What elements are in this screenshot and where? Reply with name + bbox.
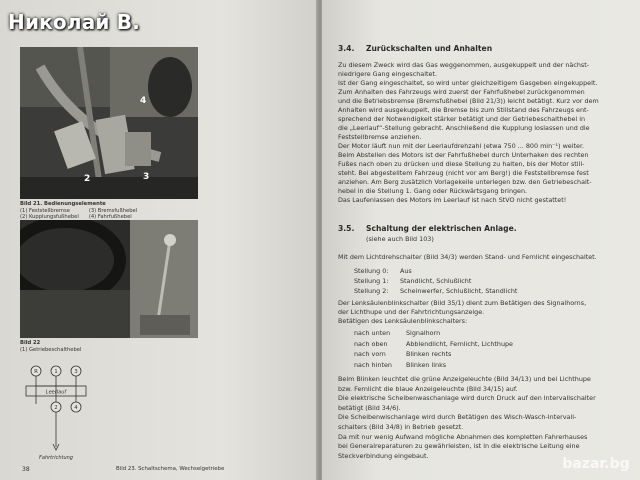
text-line: hebel in die Stellung 1. Gang oder Rückwärtsgang bringen. [338,187,528,195]
gear-4: 4 [74,405,78,411]
section-3-5-intro: Mit dem Lichtdrehschalter (Bild 34/3) werden Stand- und Fernlicht eingeschaltet. [338,253,597,261]
text-line: Der Motor läuft nun mit der Leerlaufdrehzahl (etwa 750 ... 800 min⁻¹) weiter. [338,142,585,150]
text-line: steht. Bei abgestelltem Fahrzeug (nicht vor am Berg!) die Feststellbremse fest [338,169,589,177]
text-line: bei Generalreparaturen zu gewährleisten, ist in die elektrische Leitung eine [338,442,580,451]
text-line: Die Scheibenwischanlage wird durch Betätigen des Wisch-Wasch-Intervall- [338,413,577,422]
switch-position-value: Aus [400,267,412,275]
text-line: Beim Blinken leuchtet die grüne Anzeigeleuchte (Bild 34/13) und bei Lichthupe [338,375,591,383]
gear-2: 2 [54,405,58,411]
blinker-direction-value: Abblendlicht, Fernlicht, Lichthupe [406,339,513,348]
bazar-logo [556,420,636,478]
text-line: anziehen. Am Berg zusätzlich Vorlagekeile unterlegen bzw. den Getriebeschalt- [338,178,592,186]
gear-R: R [34,369,38,375]
text-line: Zu diesem Zweck wird das Gas weggenommen, ausgekuppelt und der nächst- [338,61,590,69]
text-line: Das Laufenlassen des Motors im Leerlauf ist nach StVO nicht gestattet! [338,196,567,204]
blinker-direction-value: Signalhorn [406,329,441,337]
section-3-4-number: 3.4. [338,44,355,53]
text-line: Der Lenksäulenblinkschalter (Bild 35/1) dient zum Betätigen des Signalhorns, [338,299,587,307]
text-line: sprechend der Notwendigkeit stärker betätigt und der Getriebeschalthebel in [338,115,586,123]
text-line: Fußes nach oben zu drücken und diese Stellung zu halten, bis der Motor still- [338,160,585,168]
text-line: Feststellbremse anziehen. [338,133,422,141]
text-line: Da mit nur wenig Aufwand mögliche Abnahmen des kompletten Fahrerhauses [338,432,588,441]
text-line: Betätigen des Lenksäulenblinkschalters: [338,317,468,326]
right-page [322,0,640,480]
callout-2: 2 [84,174,91,184]
blinker-direction-value: Blinken links [406,360,447,369]
switch-position-key: Stellung 1: [354,277,389,285]
direction-label: Fahrtrichtung [39,455,73,461]
callout-3: 4 [140,96,147,106]
switch-position-value: Standlicht, Schlußlicht [400,277,472,285]
switch-position-value: Scheinwerfer, Schlußlicht, Standlicht [400,287,518,295]
text-line: Die elektrische Scheibenwaschanlage wird durch Druck auf den Intervallschalter [338,394,596,403]
text-line: niedrigere Gang eingeschaltet. [338,70,437,78]
figure-22-caption: Bild 22 (1) Getriebeschalthebel [20,340,82,353]
bazar-logo-text: bazar.bg [562,456,630,472]
text-line: Ist der Gang eingeschaltet, so wird unter gleichzeitigem Gasgeben eingekuppelt. [338,79,598,87]
gear-3: 3 [74,369,78,375]
text-line: Steckverbindung eingebaut. [338,451,429,460]
blinker-direction-key: nach vorn [354,350,386,358]
left-page [0,0,318,480]
text-line: der Lichthupe und der Fahrtrichtungsanzeige. [338,308,485,317]
text-line: Beim Abstellen des Motors ist der Fahrfußhebel durch Unterhaken des rechten [338,151,589,159]
text-line: betätigt (Bild 34/6). [338,403,401,412]
text-line: die „Leerlauf“-Stellung gebracht. Anschließend die Kupplung loslassen und die [338,124,590,132]
page-number: 38 [22,466,30,473]
callout-4: 3 [143,172,150,182]
figure-22-photo [20,220,198,338]
gear-1: 1 [54,369,58,375]
section-3-4-title: Zurückschalten und Anhalten [366,44,493,53]
section-3-5-number: 3.5. [338,224,355,233]
figure-21-caption: Bild 21. Bedienungselemente (1) Feststellbremse (2) Kupplungsfußhebel (3) Bremsfußhebel (4) Fahrfußhebel [20,201,138,221]
neutral-label: Leerlauf [45,389,67,396]
switch-position-key: Stellung 0: [354,267,389,275]
seller-watermark: Николай В. [8,10,141,34]
gear-lever-image [20,220,198,338]
blinker-direction-key: nach hinten [354,360,392,369]
text-line: Zum Anhalten des Fahrzeugs wird zuerst der Fahrfußhebel zurückgenommen [338,88,585,96]
blinker-direction-value: Blinken rechts [406,350,452,358]
figure-23-caption: Bild 23. Schaltschema, Wechselgetriebe [116,466,225,472]
text-line: und die Betriebsbremse (Bremsfußhebel (Bild 21/3)) leicht betätigt. Kurz vor dem [338,97,599,105]
text-line: schalters (Bild 34/8) in Betrieb gesetzt. [338,423,464,431]
section-3-5-title: Schaltung der elektrischen Anlage. [366,224,517,233]
cockpit-pedals-image [20,47,198,199]
figure-21-photo [20,47,198,199]
shift-scheme-diagram [24,362,114,462]
text-line: Anhalten wird ausgekuppelt, die Bremse bis zum Stillstand des Fahrzeugs ent- [338,106,589,114]
switch-position-key: Stellung 2: [354,287,389,295]
blinker-direction-key: nach oben [354,339,388,348]
section-3-5-subtitle: (siehe auch Bild 103) [366,235,434,243]
blinker-direction-key: nach unten [354,329,391,337]
text-line: bzw. Fernlicht die blaue Anzeigeleuchte (Bild 34/15) auf. [338,384,518,393]
